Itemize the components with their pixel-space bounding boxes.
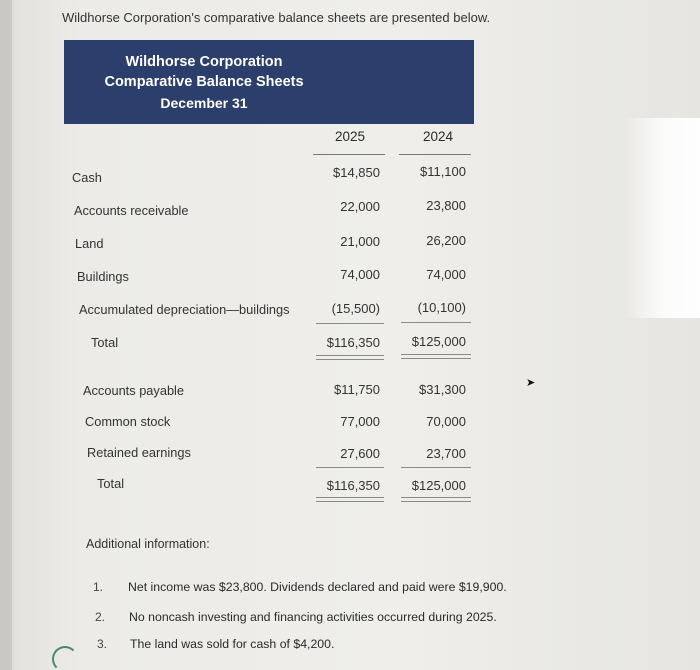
accounts-payable-2024: $31,300 bbox=[419, 382, 466, 397]
cash-2025: $14,850 bbox=[333, 165, 380, 180]
buildings-2024: 74,000 bbox=[426, 267, 466, 282]
common-stock-2025: 77,000 bbox=[340, 414, 380, 429]
company-name: Wildhorse Corporation bbox=[125, 54, 283, 70]
row-label-accounts-payable: Accounts payable bbox=[83, 383, 185, 398]
accounts-receivable-2025: 22,000 bbox=[340, 199, 380, 214]
note-number-3: 3. bbox=[97, 637, 108, 651]
statement-title: Comparative Balance Sheets bbox=[104, 74, 304, 90]
note-text-3: The land was sold for cash of $4,200. bbox=[130, 637, 335, 651]
column-header-2024: 2024 bbox=[422, 129, 453, 144]
column-underline-2025 bbox=[313, 154, 385, 155]
note-number-2: 2. bbox=[95, 610, 106, 624]
column-underline-2024 bbox=[399, 154, 471, 155]
assets-total-2025: $116,350 bbox=[326, 335, 380, 350]
row-label-accumulated-depreciation: Accumulated depreciation—buildings bbox=[79, 302, 290, 317]
liabilities-total-2024: $125,000 bbox=[411, 478, 466, 493]
page-edge bbox=[0, 0, 12, 670]
accumulated-depreciation-2025: (15,500) bbox=[331, 301, 380, 316]
common-stock-2024: 70,000 bbox=[426, 414, 466, 429]
row-label-liabilities-total: Total bbox=[97, 476, 125, 491]
additional-info-heading: Additional information: bbox=[86, 537, 210, 551]
assets-subtotal-rule-2025 bbox=[316, 323, 384, 324]
statement-header bbox=[64, 40, 474, 124]
liabilities-subtotal-rule-2024 bbox=[401, 467, 471, 468]
land-2025: 21,000 bbox=[340, 234, 380, 249]
assets-total-double-rule-2024 bbox=[401, 354, 471, 359]
row-label-accounts-receivable: Accounts receivable bbox=[74, 203, 189, 218]
retained-earnings-2024: 23,700 bbox=[426, 446, 466, 461]
row-label-land: Land bbox=[75, 236, 104, 251]
buildings-2025: 74,000 bbox=[340, 267, 380, 282]
intro-text: Wildhorse Corporation's comparative balance sheets are presented below. bbox=[62, 10, 491, 25]
app-corner-icon bbox=[52, 646, 78, 670]
light-glare bbox=[622, 118, 700, 318]
column-header-2025: 2025 bbox=[334, 129, 365, 144]
row-label-assets-total: Total bbox=[91, 335, 119, 350]
mouse-cursor-icon: ➤ bbox=[526, 377, 536, 389]
accounts-receivable-2024: 23,800 bbox=[426, 198, 466, 213]
row-label-buildings: Buildings bbox=[77, 269, 129, 284]
liabilities-total-double-rule-2024 bbox=[401, 497, 471, 502]
assets-total-2024: $125,000 bbox=[411, 334, 466, 349]
note-text-2: No noncash investing and financing activities occurred during 2025. bbox=[129, 610, 497, 624]
row-label-retained-earnings: Retained earnings bbox=[87, 445, 191, 460]
note-text-1: Net income was $23,800. Dividends declared and paid were $19,900. bbox=[128, 580, 507, 594]
row-label-common-stock: Common stock bbox=[85, 414, 171, 429]
note-number-1: 1. bbox=[93, 580, 104, 594]
assets-total-double-rule-2025 bbox=[316, 355, 384, 360]
row-label-cash: Cash bbox=[72, 170, 102, 185]
cash-2024: $11,100 bbox=[419, 164, 466, 179]
statement-date: December 31 bbox=[160, 95, 248, 111]
accumulated-depreciation-2024: (10,100) bbox=[417, 300, 466, 315]
retained-earnings-2025: 27,600 bbox=[340, 446, 380, 461]
assets-subtotal-rule-2024 bbox=[401, 322, 471, 323]
accounts-payable-2025: $11,750 bbox=[333, 382, 380, 397]
land-2024: 26,200 bbox=[426, 233, 466, 248]
liabilities-total-double-rule-2025 bbox=[316, 497, 384, 502]
liabilities-total-2025: $116,350 bbox=[326, 478, 380, 493]
liabilities-subtotal-rule-2025 bbox=[316, 467, 384, 468]
